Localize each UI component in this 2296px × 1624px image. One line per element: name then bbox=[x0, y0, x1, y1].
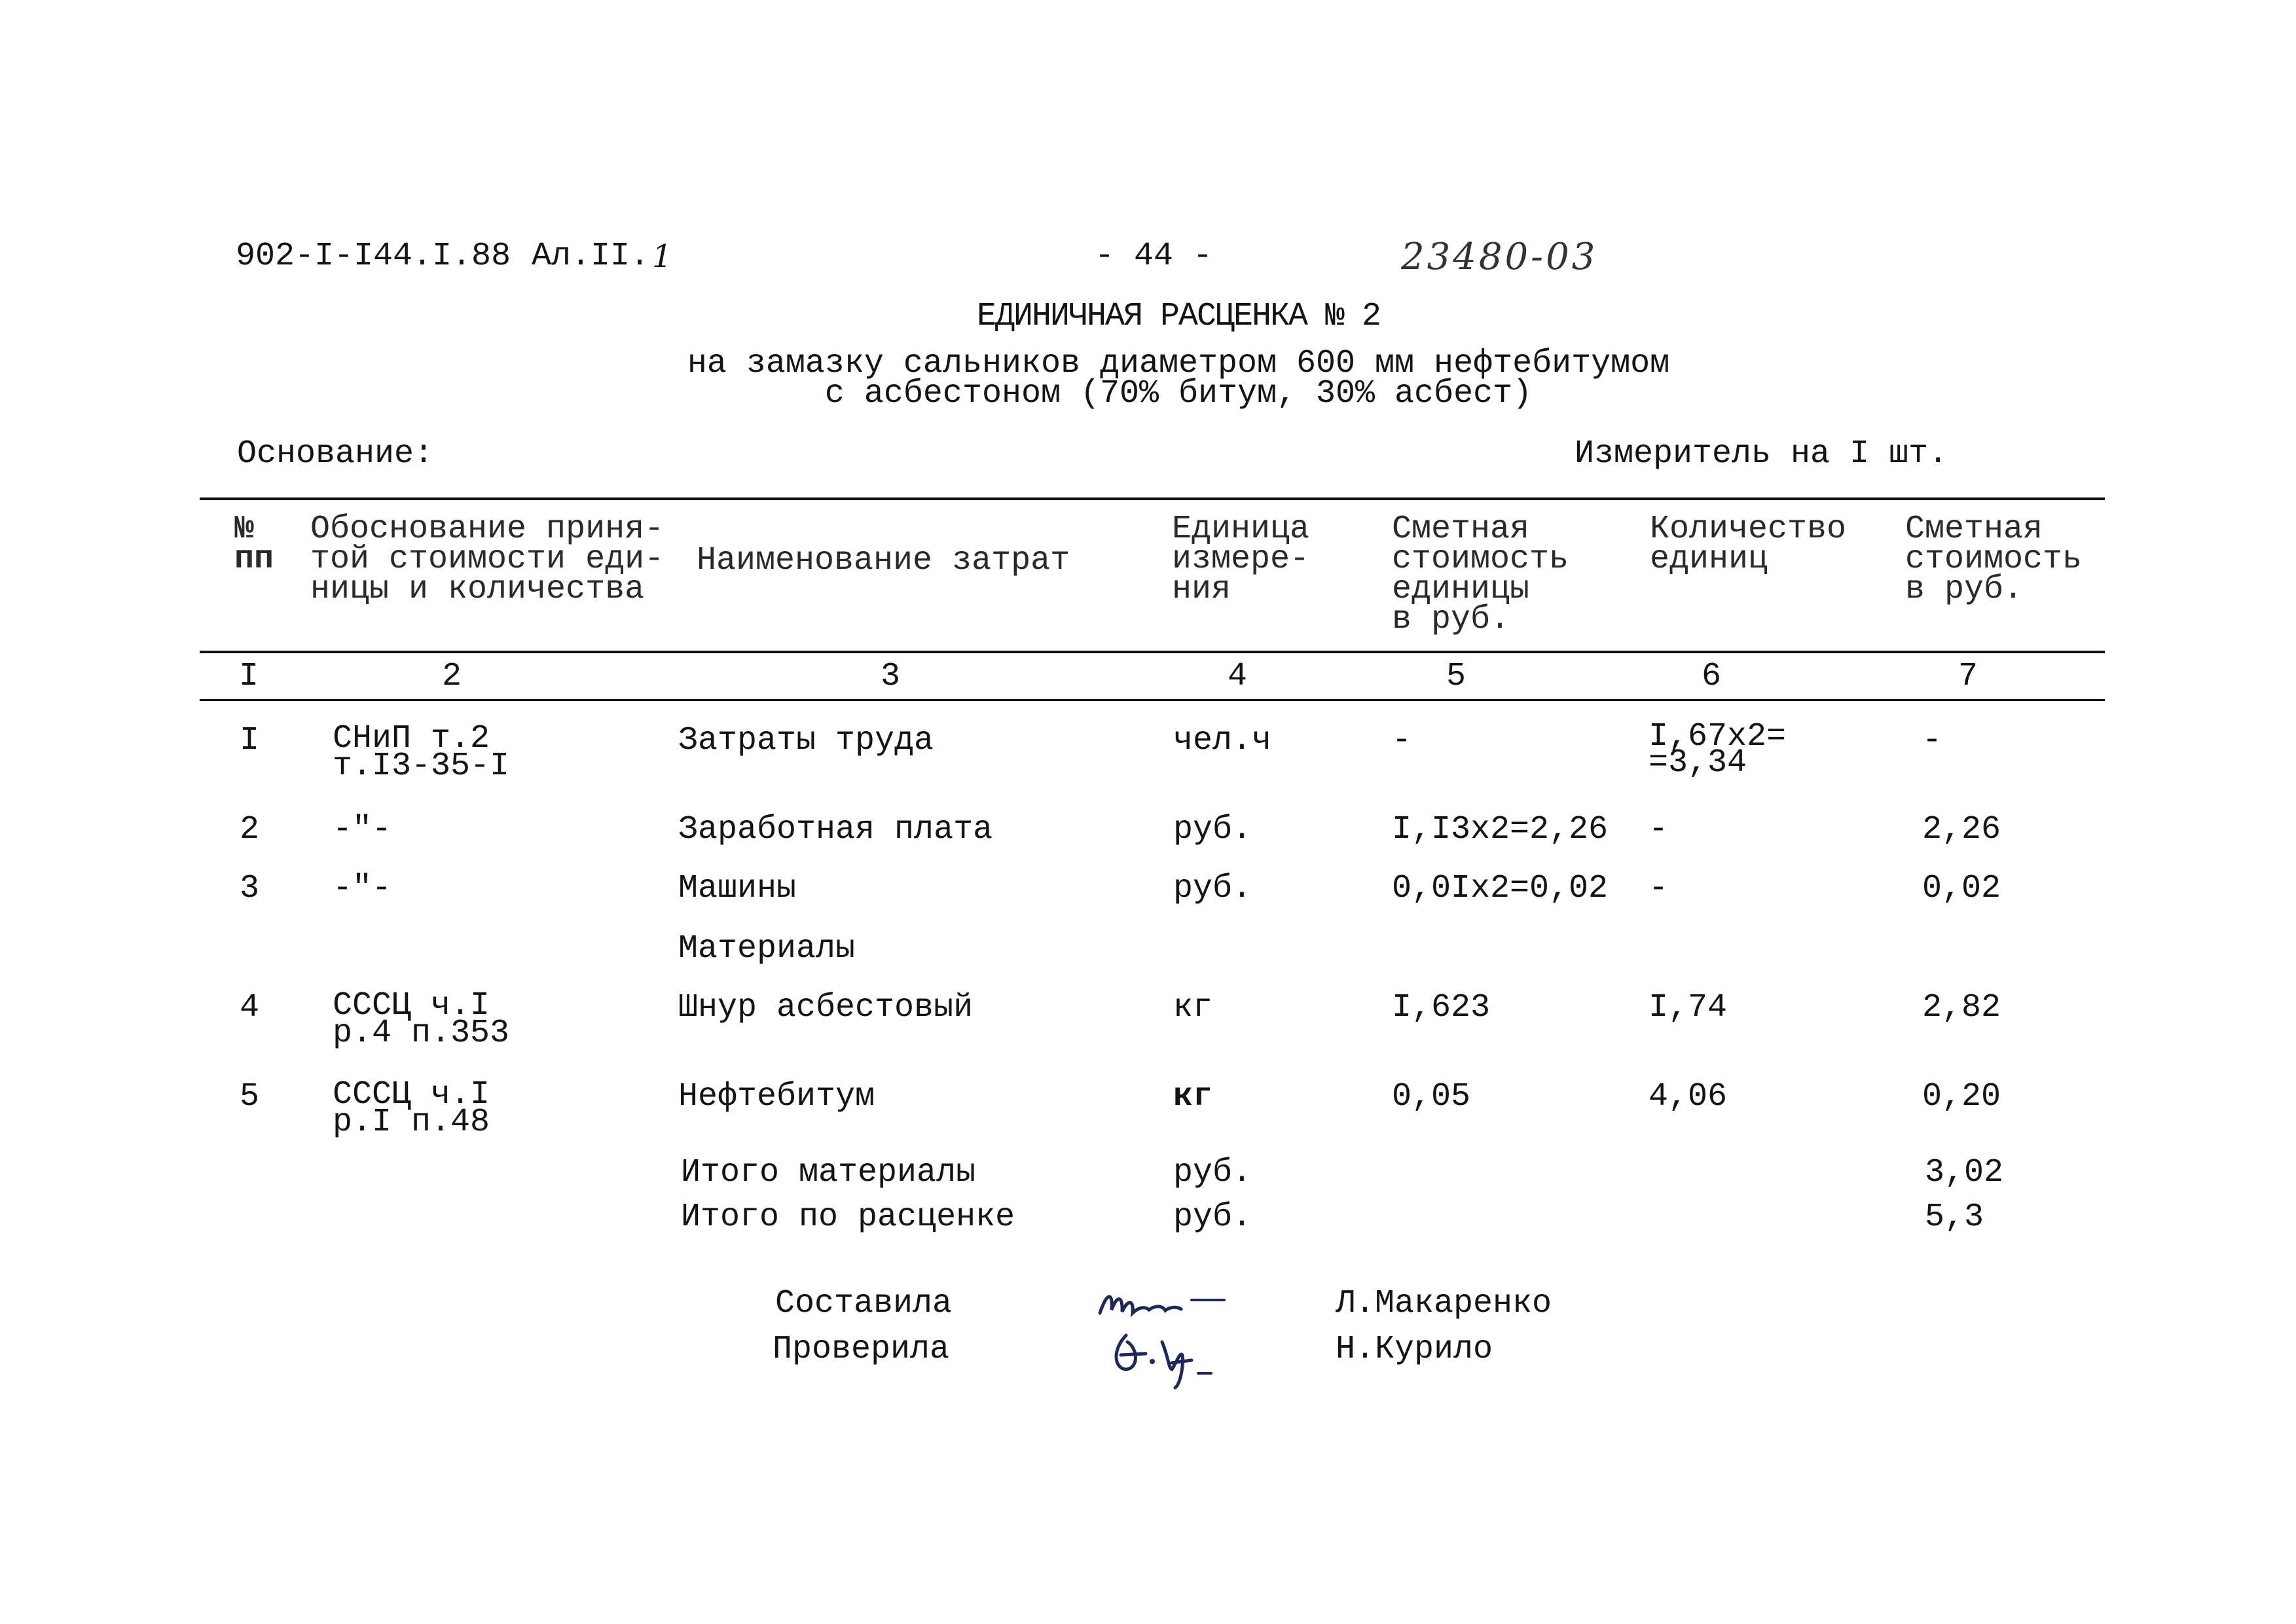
row4-basis: СССЦ ч.I р.4 п.353 bbox=[333, 987, 510, 1052]
row4-quantity: I,74 bbox=[1649, 989, 1728, 1026]
row1-quantity: I,67х2= =3,34 bbox=[1649, 718, 1787, 782]
row2-price: I,I3х2=2,26 bbox=[1392, 811, 1609, 848]
row1-name: Затраты труда bbox=[678, 722, 934, 759]
document-subtitle-line2: с асбестоном (70% битум, 30% асбест) bbox=[824, 375, 1533, 412]
total-materials-cost: 3,02 bbox=[1925, 1154, 2004, 1191]
row3-price: 0,0Iх2=0,02 bbox=[1392, 870, 1609, 907]
row2-number: 2 bbox=[240, 811, 260, 848]
album-mark: 1 bbox=[652, 238, 672, 275]
row3-number: 3 bbox=[240, 870, 260, 907]
row5-unit: кг bbox=[1173, 1078, 1213, 1115]
row5-cost: 0,20 bbox=[1922, 1078, 2001, 1115]
col-number-6: 6 bbox=[1701, 658, 1721, 695]
materials-heading: Материалы bbox=[678, 930, 856, 967]
row1-basis: СНиП т.2 т.I3-35-I bbox=[333, 720, 510, 785]
row5-quantity: 4,06 bbox=[1649, 1078, 1728, 1115]
compiled-by-label: Составила bbox=[775, 1285, 953, 1322]
row2-basis: -"- bbox=[333, 811, 392, 848]
document-subtitle-line1: на замазку сальников диаметром 600 мм нефтебитумом bbox=[687, 345, 1670, 382]
row2-quantity: - bbox=[1649, 811, 1669, 848]
col-number-5: 5 bbox=[1446, 658, 1466, 695]
signature-compiler-icon bbox=[1093, 1280, 1244, 1326]
col-number-2: 2 bbox=[441, 658, 462, 695]
page-number: - 44 - bbox=[1095, 238, 1213, 275]
col-header-cost: Сметная стоимость в руб. bbox=[1905, 511, 2083, 608]
col-number-1: I bbox=[238, 658, 259, 695]
row1-unit: чел.ч bbox=[1173, 722, 1272, 759]
checker-name: Н.Курило bbox=[1336, 1331, 1493, 1368]
col-header-basis: Обоснование приня- той стоимости еди- ницы и количества bbox=[310, 511, 665, 608]
total-rate-label: Итого по расценке bbox=[681, 1199, 1015, 1236]
row5-number: 5 bbox=[240, 1078, 260, 1115]
row2-cost: 2,26 bbox=[1922, 811, 2001, 848]
row3-name: Машины bbox=[678, 870, 797, 907]
table-top-rule bbox=[200, 497, 2105, 500]
table-numbers-rule bbox=[200, 699, 2105, 701]
row4-unit: кг bbox=[1173, 989, 1213, 1026]
checked-by-label: Проверила bbox=[773, 1331, 950, 1368]
document-title: ЕДИНИЧНАЯ РАСЦЕНКА № 2 bbox=[976, 298, 1381, 335]
total-materials-unit: руб. bbox=[1173, 1154, 1252, 1191]
row3-cost: 0,02 bbox=[1922, 870, 2001, 907]
col-header-name: Наименование затрат bbox=[697, 542, 1070, 579]
col-header-quantity: Количество единиц bbox=[1650, 511, 1847, 578]
row5-price: 0,05 bbox=[1392, 1078, 1471, 1115]
row1-cost: - bbox=[1922, 722, 1942, 759]
row5-name: Нефтебитум bbox=[678, 1078, 875, 1115]
row1-number: I bbox=[240, 722, 260, 759]
col-number-4: 4 bbox=[1227, 658, 1247, 695]
basis-label: Основание: bbox=[237, 435, 434, 473]
row4-number: 4 bbox=[240, 989, 260, 1026]
signature-checker-icon bbox=[1106, 1322, 1231, 1394]
album-ref: Ал.II. bbox=[532, 238, 650, 275]
row3-unit: руб. bbox=[1173, 870, 1252, 907]
row3-basis: -"- bbox=[333, 870, 392, 907]
row3-quantity: - bbox=[1649, 870, 1669, 907]
total-rate-cost: 5,3 bbox=[1925, 1199, 1984, 1236]
col-number-3: 3 bbox=[880, 658, 900, 695]
doc-code: 902-I-I44.I.88 bbox=[236, 238, 511, 275]
total-materials-label: Итого материалы bbox=[681, 1154, 976, 1191]
col-header-unit: Единица измере- ния bbox=[1172, 511, 1310, 608]
row1-price: - bbox=[1392, 722, 1412, 759]
total-rate-unit: руб. bbox=[1173, 1199, 1252, 1236]
row4-name: Шнур асбестовый bbox=[678, 989, 974, 1026]
row4-cost: 2,82 bbox=[1922, 989, 2001, 1026]
row2-unit: руб. bbox=[1173, 811, 1252, 848]
row5-basis: СССЦ ч.I р.I п.48 bbox=[333, 1076, 490, 1141]
col-number-7: 7 bbox=[1958, 658, 1978, 695]
compiler-name: Л.Макаренко bbox=[1336, 1285, 1552, 1322]
meter-label: Измеритель на I шт. bbox=[1575, 435, 1948, 473]
col-header-unit-price: Сметная стоимость единицы в руб. bbox=[1392, 511, 1569, 638]
col-header-number: № пп bbox=[234, 511, 274, 578]
stamp-number: 23480-03 bbox=[1401, 236, 1598, 278]
table-header-rule bbox=[200, 651, 2105, 653]
row2-name: Заработная плата bbox=[678, 811, 993, 848]
row4-price: I,623 bbox=[1392, 989, 1491, 1026]
